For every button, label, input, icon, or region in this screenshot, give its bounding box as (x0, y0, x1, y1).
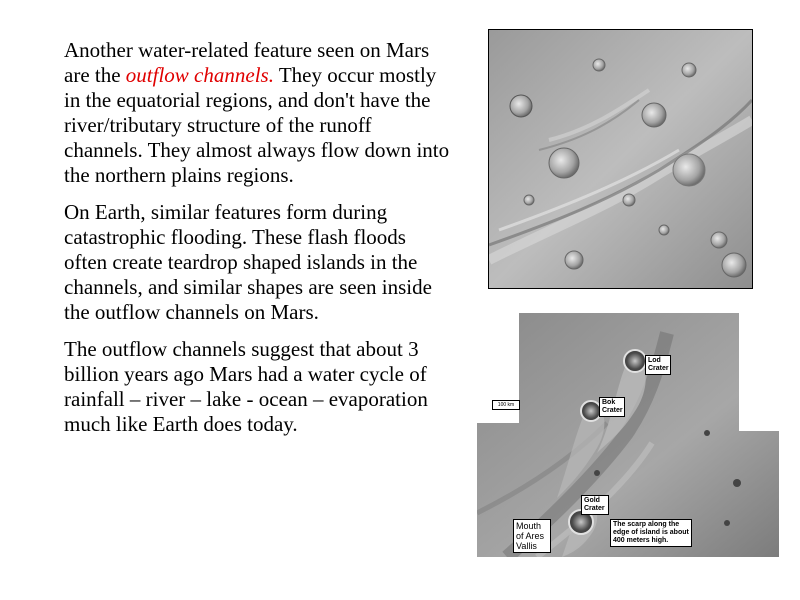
paragraph-1 (64, 38, 454, 188)
body-text (64, 38, 454, 449)
gold-crater-label: Gold Crater (581, 495, 609, 515)
mouth-ares-vallis-label: Mouth of Ares Vallis (513, 519, 551, 553)
scarp-note-label: The scarp along the edge of island is about 400 meters high. (610, 519, 692, 547)
lod-crater-label: Lod Crater (645, 355, 671, 375)
outflow-channel-image (489, 30, 752, 288)
outflow-channels-highlight: outflow channels. (125, 63, 274, 87)
bok-crater-label: Bok Crater (599, 397, 625, 417)
p1-after: They occur mostly in the equatorial regions, and don't have the river/tributary structure of the runoff channels. They almost always flow down into the northern plains regions. (64, 63, 450, 187)
paragraph-3: The outflow channels suggest that about 3 billion years ago Mars had a water cycle of rainfall – river – lake - ocean – evaporation much like Earth does today. (64, 337, 428, 436)
paragraph-2: On Earth, similar features form during catastrophic flooding. These flash floods often create teardrop shaped islands in the channels, and similar shapes are seen inside the outflow channels on Mars. (64, 200, 432, 324)
ares-vallis-mosaic (477, 313, 779, 557)
scale-bar: 100 km (492, 400, 520, 410)
p1-before: Another water-related feature seen on Mars are the (64, 38, 430, 87)
mars-outflow-channel-photo (488, 29, 753, 289)
